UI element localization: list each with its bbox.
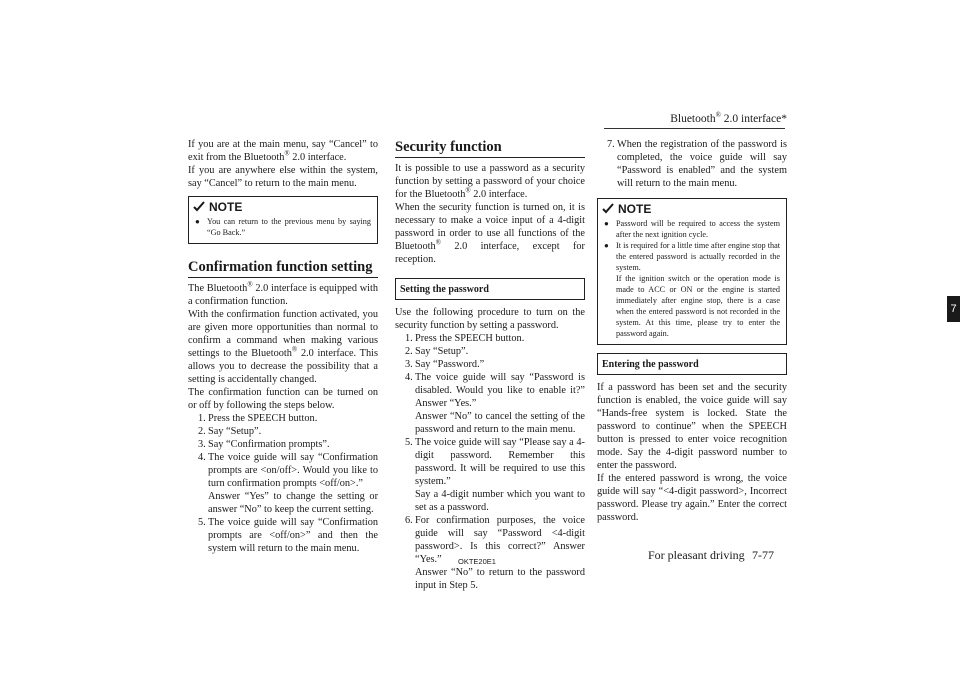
footer-section-title: For pleasant driving (648, 548, 745, 562)
list-item: 5. The voice guide will say “Please say a 4-digit password. Remember this password. It will be required to use this system.” (405, 437, 585, 487)
note-box-2 (597, 198, 787, 345)
confirmation-steps (188, 412, 378, 555)
list-item: 1. Press the SPEECH button. (405, 333, 525, 344)
entering-password-paragraph-1: If a password has been set and the security function is enabled, the voice guide will say “Hands-free system is locked. State the password to continue” when the SPEECH button is pressed to enter voice recognition mode. Say the 4-digit password number to enter the password. (597, 382, 787, 471)
header-rule (604, 128, 785, 129)
list-item: 7. When the registration of the password is completed, the voice guide will say “Password is enabled” and the system will return to the main menu. (607, 139, 787, 189)
column-1 (188, 138, 378, 555)
header-title-suffix: 2.0 interface* (720, 113, 787, 125)
list-item: 2. Say “Setup”. (405, 346, 469, 357)
setting-password-steps-continued (597, 138, 787, 190)
note-box-1 (188, 196, 378, 244)
bullet-icon: ● (604, 219, 609, 228)
subheading-entering-password: Entering the password (597, 353, 787, 375)
confirmation-paragraph-3: The confirmation function can be turned on or off by following the steps below. (188, 387, 378, 411)
entering-password-paragraph-2: If the entered password is wrong, the voice guide will say “<4-digit password>, Incorrect password. Please try again.” Enter the correct password. (597, 473, 787, 523)
list-item: Answer “No” to cancel the setting of the password and return to the main menu. (415, 411, 585, 435)
security-paragraph-2: When the security function is turned on, it is necessary to make a voice input of a 4-digit password in order to use all functions of the Bluetooth® 2.0 interface, except for reception. (395, 202, 585, 265)
confirmation-paragraph-2: With the confirmation function activated, you are given more opportunities than normal to confirm a command when making various settings to the Bluetooth® 2.0 interface. This allows you to decrease the possibility that a setting is accidentally changed. (188, 309, 378, 385)
bullet-icon: ● (195, 217, 200, 226)
list-item: Answer “No” to return to the password input in Step 5. (415, 567, 585, 591)
note-bullet: ● It is required for a little time after engine stop that the entered password is actually recorded in the system. If the ignition switch or the operation mode is made to ACC or ON or the engine is started immediately after engine stop, there is a case when the entered password is not recorded in the system. At this time, please try to enter the password again. (604, 241, 780, 338)
list-item: Answer “Yes” to change the setting or answer “No” to keep the current setting. (208, 491, 378, 515)
note-icon (193, 201, 205, 212)
header-title-prefix: Bluetooth (670, 113, 716, 125)
list-item: 4. The voice guide will say “Confirmation prompts are <on/off>. Would you like to turn confirmation prompts <off/on>.” (198, 452, 378, 489)
list-item: 5. The voice guide will say “Confirmation prompts are <off/on>” and then the system will return to the main menu. (198, 517, 378, 554)
list-item: 3. Say “Confirmation prompts”. (198, 439, 330, 450)
note-bullet: ● Password will be required to access the system after the next ignition cycle. (604, 219, 780, 239)
intro-paragraph-1: If you are at the main menu, say “Cancel” to exit from the Bluetooth® 2.0 interface. (188, 139, 378, 163)
registered-mark: ® (715, 111, 721, 120)
list-item: 4. The voice guide will say “Password is disabled. Would you like to enable it?” Answer “Yes.” (405, 372, 585, 409)
list-item: 1. Press the SPEECH button. (198, 413, 318, 424)
note-label: NOTE (618, 201, 652, 216)
section-heading-security: Security function (395, 138, 585, 158)
column-2 (395, 138, 585, 592)
list-item: 2. Say “Setup”. (198, 426, 262, 437)
setting-password-steps (395, 332, 585, 592)
note-label: NOTE (209, 199, 243, 214)
section-heading-confirmation: Confirmation function setting (188, 258, 378, 278)
bullet-icon: ● (604, 241, 609, 250)
note-icon (602, 203, 614, 214)
running-header (670, 113, 787, 125)
document-code: OKTE20E1 (458, 557, 496, 566)
page-number: 7-77 (752, 548, 774, 562)
list-item: 6. For confirmation purposes, the voice guide will say “Password <4-digit password>. Is this correct?” Answer “Yes.” (405, 515, 585, 565)
security-paragraph-1: It is possible to use a password as a security function by setting a password of your choice for the Bluetooth® 2.0 interface. (395, 163, 585, 200)
subheading-setting-password: Setting the password (395, 278, 585, 300)
setting-password-intro: Use the following procedure to turn on the security function by setting a password. (395, 307, 585, 331)
intro-paragraph-2: If you are anywhere else within the system, say “Cancel” to return to the main menu. (188, 165, 378, 189)
note-bullet: ● You can return to the previous menu by saying “Go Back.” (195, 217, 371, 237)
confirmation-paragraph-1: The Bluetooth® 2.0 interface is equipped with a confirmation function. (188, 280, 379, 307)
list-item: Say a 4-digit number which you want to set as a password. (415, 489, 585, 513)
chapter-tab: 7 (947, 296, 960, 322)
list-item: 3. Say “Password.” (405, 359, 485, 370)
column-3 (597, 138, 787, 524)
